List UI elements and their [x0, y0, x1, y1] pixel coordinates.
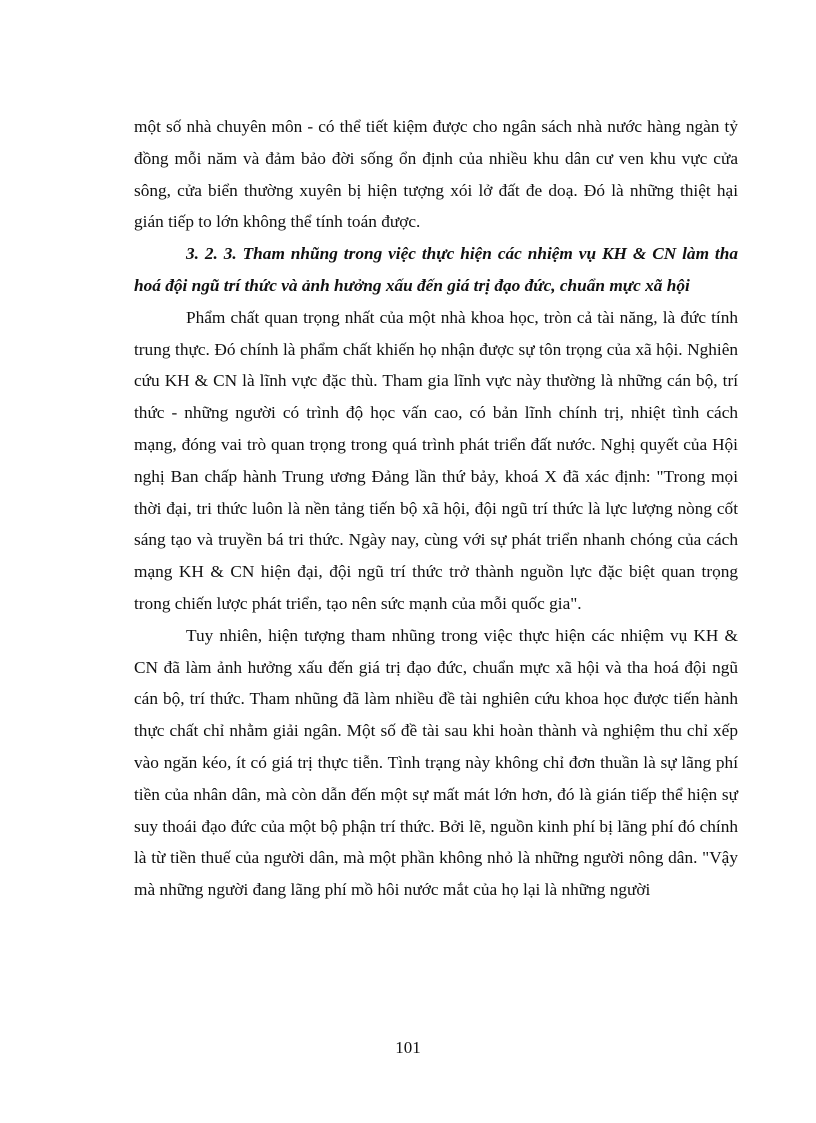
page-body [134, 111, 738, 906]
paragraph: Tuy nhiên, hiện tượng tham nhũng trong việc thực hiện các nhiệm vụ KH & CN đã làm ảnh hưởng xấu đến giá trị đạo đức, chuẩn mực xã hội và tha hoá đội ngũ cán bộ, trí thức. Tham nhũng đã làm nhiều đề tài nghiên cứu khoa học được tiến hành thực chất chỉ nhằm giải ngân. Một số đề tài sau khi hoàn thành và nghiệm thu chỉ xếp vào ngăn kéo, ít có giá trị thực tiễn. Tình trạng này không chỉ đơn thuần là sự lãng phí tiền của nhân dân, mà còn dẫn đến một sự mất mát lớn hơn, đó là gián tiếp thể hiện sự suy thoái đạo đức của một bộ phận trí thức. Bởi lẽ, nguồn kinh phí bị lãng phí đó chính là từ tiền thuế của người dân, mà một phần không nhỏ là những người nông dân. "Vậy mà những người đang lãng phí mồ hôi nước mắt của họ lại là những người [134, 625, 738, 900]
page-number: 101 [395, 1038, 421, 1057]
paragraph: Phẩm chất quan trọng nhất của một nhà khoa học, tròn cả tài năng, là đức tính trung thực. Đó chính là phẩm chất khiến họ nhận được sự tôn trọng của xã hội. Nghiên cứu KH & CN là lĩnh vực đặc thù. Tham gia lĩnh vực này thường là những cán bộ, trí thức - những người có trình độ học vấn cao, có bản lĩnh chính trị, nhiệt tình cách mạng, đóng vai trò quan trọng trong quá trình phát triển đất nước. Nghị quyết của Hội nghị Ban chấp hành Trung ương Đảng lần thứ bảy, khoá X đã xác định: "Trong mọi thời đại, tri thức luôn là nền tảng tiến bộ xã hội, đội ngũ trí thức là lực lượng nòng cốt sáng tạo và truyền bá tri thức. Ngày nay, cùng với sự phát triển nhanh chóng của cách mạng KH & CN hiện đại, đội ngũ trí thức trở thành nguồn lực đặc biệt quan trọng trong chiến lược phát triển, tạo nên sức mạnh của mỗi quốc gia". [134, 307, 738, 613]
section-heading: 3. 2. 3. Tham nhũng trong việc thực hiện các nhiệm vụ KH & CN làm tha hoá đội ngũ trí thức và ảnh hưởng xấu đến giá trị đạo đức, chuẩn mực xã hội [134, 244, 738, 295]
paragraph-continuation: một số nhà chuyên môn - có thể tiết kiệm được cho ngân sách nhà nước hàng ngàn tỷ đồng mỗi năm và đảm bảo đời sống ổn định của nhiều khu dân cư ven khu vực cửa sông, cửa biển thường xuyên bị hiện tượng xói lở đất đe doạ. Đó là những thiệt hại gián tiếp to lớn không thể tính toán được. [134, 117, 738, 232]
